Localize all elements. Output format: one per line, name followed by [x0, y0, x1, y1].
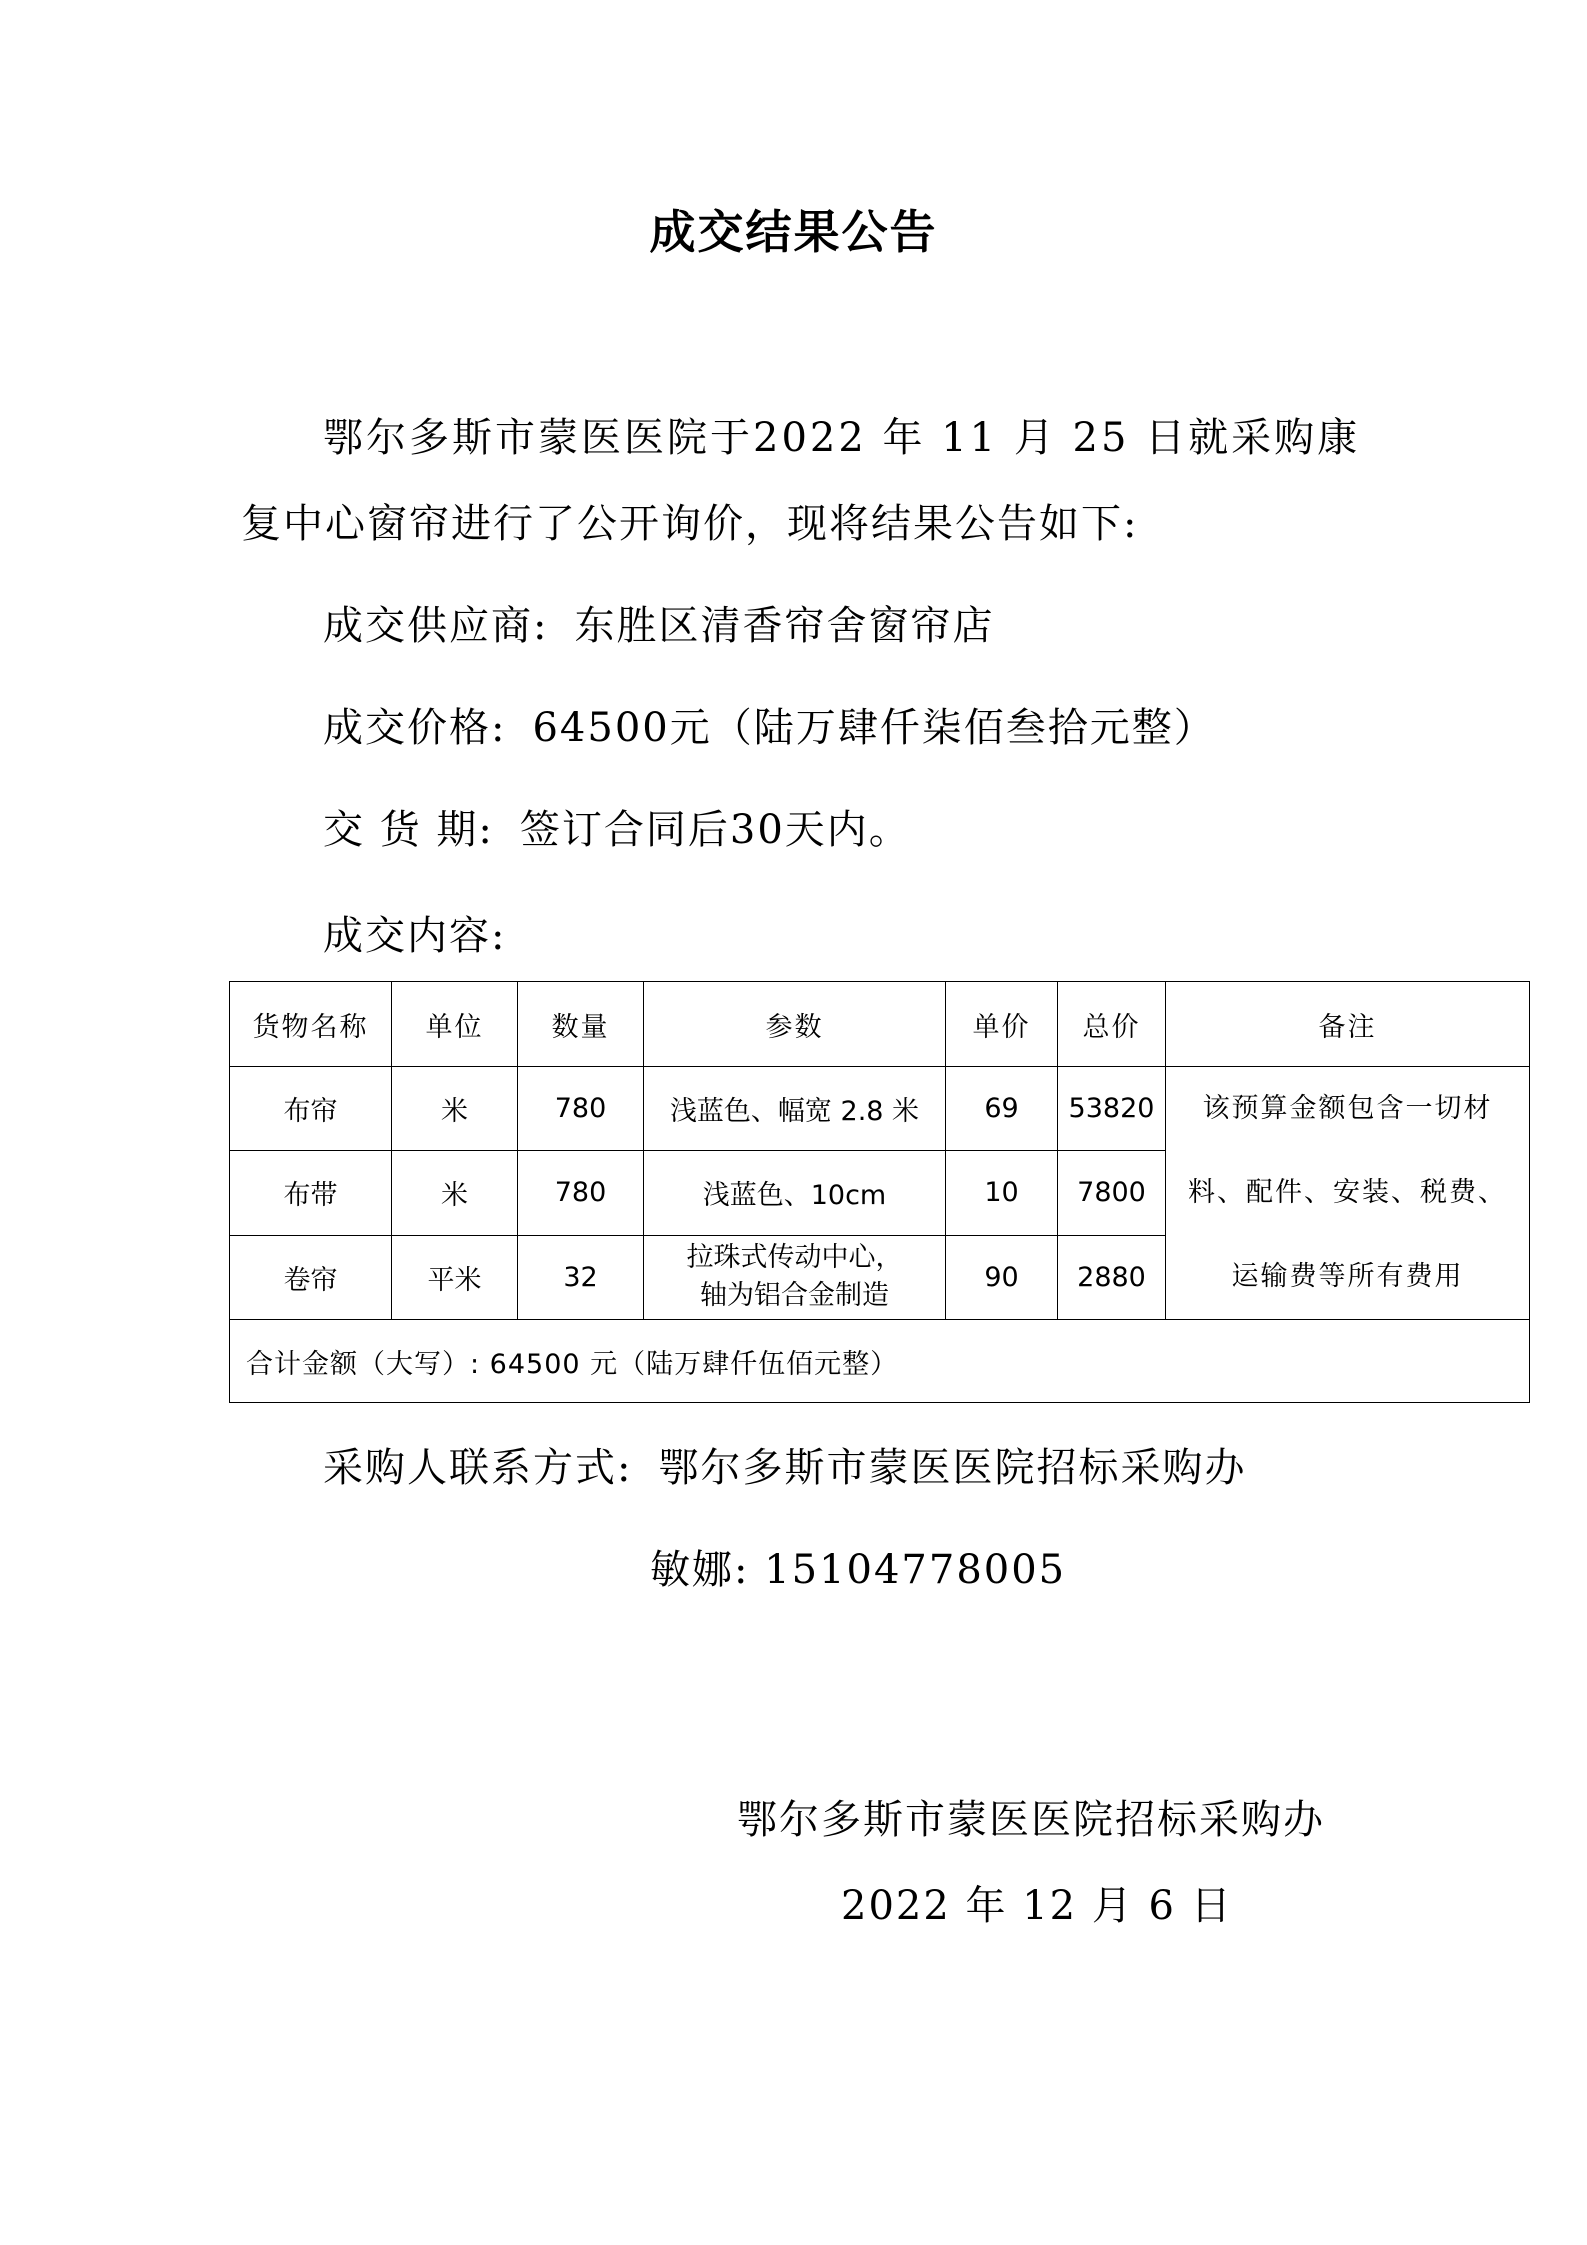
document-title: 成交结果公告: [649, 205, 938, 259]
cell-remark: [1166, 1067, 1530, 1320]
remark-line-2: 料、配件、安装、税费、: [1188, 1177, 1507, 1208]
header-unit-price: 单价: [946, 982, 1058, 1067]
cell-param: 浅蓝色、10cm: [644, 1151, 946, 1235]
contact-person: 敏娜: 15104778005: [650, 1547, 1067, 1593]
table-row: [230, 1067, 1530, 1151]
intro-line-2: 复中心窗帘进行了公开询价，现将结果公告如下:: [241, 501, 1139, 547]
table-sum-row: [230, 1320, 1530, 1403]
intro-line-1: 鄂尔多斯市蒙医医院于2022 年 11 月 25 日就采购康: [323, 415, 1361, 461]
cell-unit: 米: [392, 1067, 518, 1151]
signature-org: 鄂尔多斯市蒙医医院招标采购办: [737, 1797, 1325, 1843]
cell-param: 浅蓝色、幅宽 2.8 米: [644, 1067, 946, 1151]
price-label: 成交价格:: [323, 705, 507, 751]
supplier-value: 东胜区清香帘舍窗帘店: [574, 603, 995, 649]
param-line-2: 轴为铝合金制造: [700, 1280, 889, 1312]
remark-line-3: 运输费等所有费用: [1231, 1261, 1464, 1292]
cell-qty: 32: [518, 1235, 644, 1319]
header-unit: 单位: [392, 982, 518, 1067]
header-remark: 备注: [1166, 982, 1530, 1067]
cell-qty: 780: [518, 1067, 644, 1151]
content-label: 成交内容:: [323, 913, 507, 959]
contact-line: [323, 1444, 1246, 1492]
table-header-row: [230, 982, 1530, 1067]
cell-unit-price: 10: [946, 1151, 1058, 1235]
supplier-line: [323, 602, 994, 650]
signature-date: 2022 年 12 月 6 日: [841, 1883, 1233, 1929]
cell-qty: 780: [518, 1151, 644, 1235]
supplier-label: 成交供应商:: [323, 603, 549, 649]
price-line: [323, 704, 1216, 752]
cell-total: 2880: [1058, 1235, 1166, 1319]
cell-unit-price: 69: [946, 1067, 1058, 1151]
delivery-value: 签订合同后30天内。: [519, 807, 911, 853]
param-line-1: 拉珠式传动中心，: [686, 1242, 903, 1274]
contact-value: 鄂尔多斯市蒙医医院招标采购办: [658, 1445, 1247, 1491]
cell-total: 53820: [1058, 1067, 1166, 1151]
cell-unit-price: 90: [946, 1235, 1058, 1319]
delivery-line: [323, 806, 911, 854]
header-total: 总价: [1058, 982, 1166, 1067]
cell-unit: 米: [392, 1151, 518, 1235]
cell-param: [644, 1235, 946, 1319]
items-table: [229, 981, 1530, 1403]
header-param: 参数: [644, 982, 946, 1067]
price-value: 64500元（陆万肆仟柒佰叁拾元整）: [532, 705, 1216, 751]
delivery-label: 交 货 期:: [323, 807, 494, 853]
remark-line-1: 该预算金额包含一切材: [1202, 1093, 1493, 1124]
contact-label: 采购人联系方式:: [323, 1445, 633, 1491]
cell-unit: 平米: [392, 1235, 518, 1319]
header-name: 货物名称: [230, 982, 392, 1067]
cell-name: 布带: [230, 1151, 392, 1235]
cell-sum-total: 合计金额（大写）: 64500 元（陆万肆仟伍佰元整）: [230, 1320, 1530, 1403]
header-qty: 数量: [518, 982, 644, 1067]
cell-total: 7800: [1058, 1151, 1166, 1235]
cell-name: 布帘: [230, 1067, 392, 1151]
cell-name: 卷帘: [230, 1235, 392, 1319]
